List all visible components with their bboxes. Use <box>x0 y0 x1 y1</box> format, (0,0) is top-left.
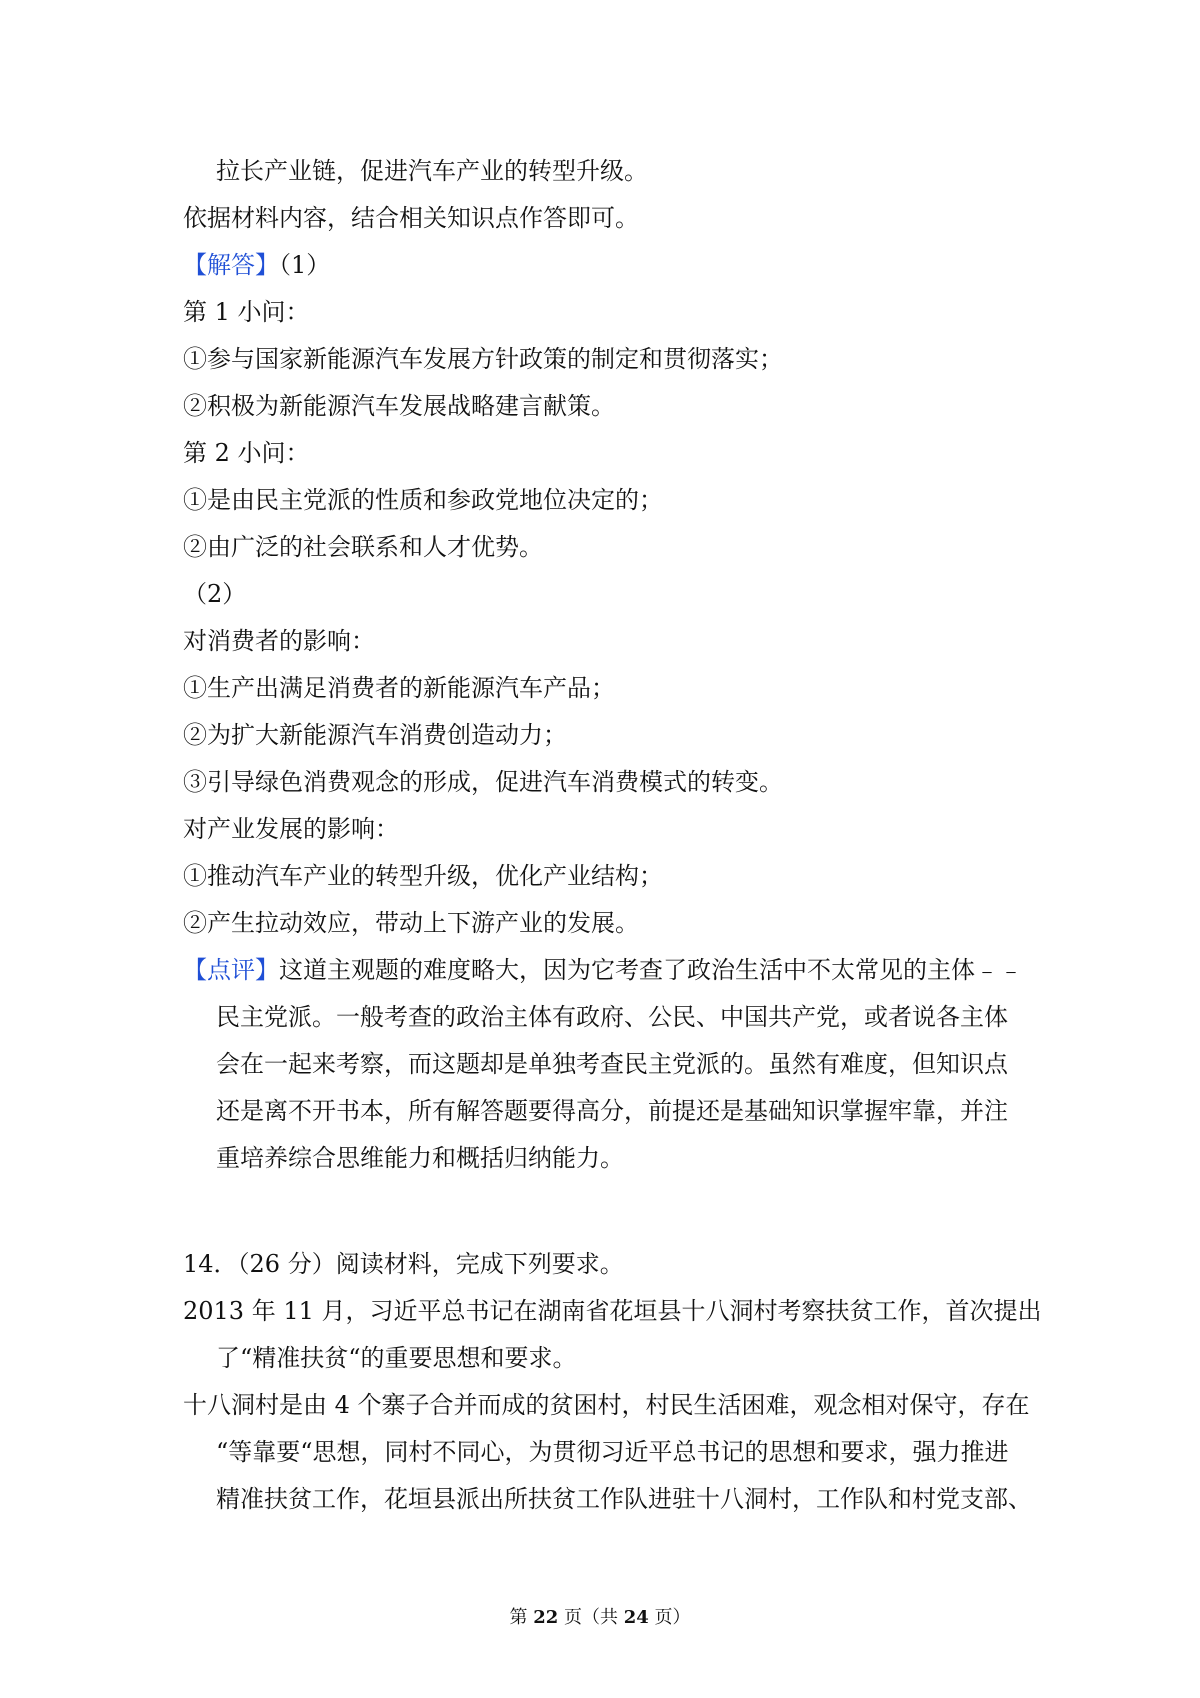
text-line: 民主党派。一般考查的政治主体有政府、公民、中国共产党，或者说各主体 <box>216 1003 1008 1031</box>
answer-line <box>183 250 330 280</box>
footer-suffix: 页） <box>648 1607 691 1628</box>
text-line: ①参与国家新能源汽车发展方针政策的制定和贯彻落实； <box>183 345 783 373</box>
text-line: ②积极为新能源汽车发展战略建言献策。 <box>183 392 615 420</box>
text-line: ②由广泛的社会联系和人才优势。 <box>183 533 543 561</box>
footer-prefix: 第 <box>509 1607 534 1628</box>
text-line: 精准扶贫工作，花垣县派出所扶贫工作队进驻十八洞村，工作队和村党支部、 <box>216 1485 1032 1513</box>
question-heading: 14．（26 分）阅读材料，完成下列要求。 <box>183 1250 624 1278</box>
text-line: 十八洞村是由 4 个寨子合并而成的贫困村，村民生活困难，观念相对保守，存在 <box>183 1391 1030 1419</box>
text-line: ②产生拉动效应，带动上下游产业的发展。 <box>183 909 639 937</box>
text-line: 还是离不开书本，所有解答题要得高分，前提还是基础知识掌握牢靠，并注 <box>216 1097 1008 1125</box>
text-segment: 这道主观题的难度略大，因为它考查了政治生活中不太常见的主体﹣﹣ <box>279 956 1023 984</box>
answer-tag: 【解答】 <box>183 251 279 279</box>
text-line: 2013 年 11 月，习近平总书记在湖南省花垣县十八洞村考察扶贫工作，首次提出 <box>183 1297 1042 1325</box>
text-line: ①是由民主党派的性质和参政党地位决定的； <box>183 486 663 514</box>
comment-line <box>183 955 1023 985</box>
text-line: ①生产出满足消费者的新能源汽车产品； <box>183 674 615 702</box>
text-line: 第 2 小问： <box>183 439 310 467</box>
text-line: 拉长产业链，促进汽车产业的转型升级。 <box>216 157 648 185</box>
text-line: 第 1 小问： <box>183 298 310 326</box>
text-line: 对消费者的影响： <box>183 627 375 655</box>
comment-tag: 【点评】 <box>183 956 279 984</box>
text-line: ②为扩大新能源汽车消费创造动力； <box>183 721 567 749</box>
text-line: 依据材料内容，结合相关知识点作答即可。 <box>183 204 639 232</box>
text-line: “等靠要“思想，同村不同心，为贯彻习近平总书记的思想和要求，强力推进 <box>216 1438 1009 1466</box>
text-line: ③引导绿色消费观念的形成，促进汽车消费模式的转变。 <box>183 768 783 796</box>
current-page-number: 22 <box>533 1607 559 1628</box>
text-line: 对产业发展的影响： <box>183 815 399 843</box>
text-line: ①推动汽车产业的转型升级，优化产业结构； <box>183 862 663 890</box>
text-segment: （1） <box>279 251 331 279</box>
text-line: 会在一起来考察，而这题却是单独考查民主党派的。虽然有难度，但知识点 <box>216 1050 1008 1078</box>
text-line: （2） <box>183 580 247 608</box>
text-line: 重培养综合思维能力和概括归纳能力。 <box>216 1144 624 1172</box>
page-footer <box>0 1606 1200 1630</box>
footer-middle: 页（共 <box>558 1607 624 1628</box>
text-line: 了“精准扶贫“的重要思想和要求。 <box>216 1344 577 1372</box>
total-page-number: 24 <box>623 1607 649 1628</box>
